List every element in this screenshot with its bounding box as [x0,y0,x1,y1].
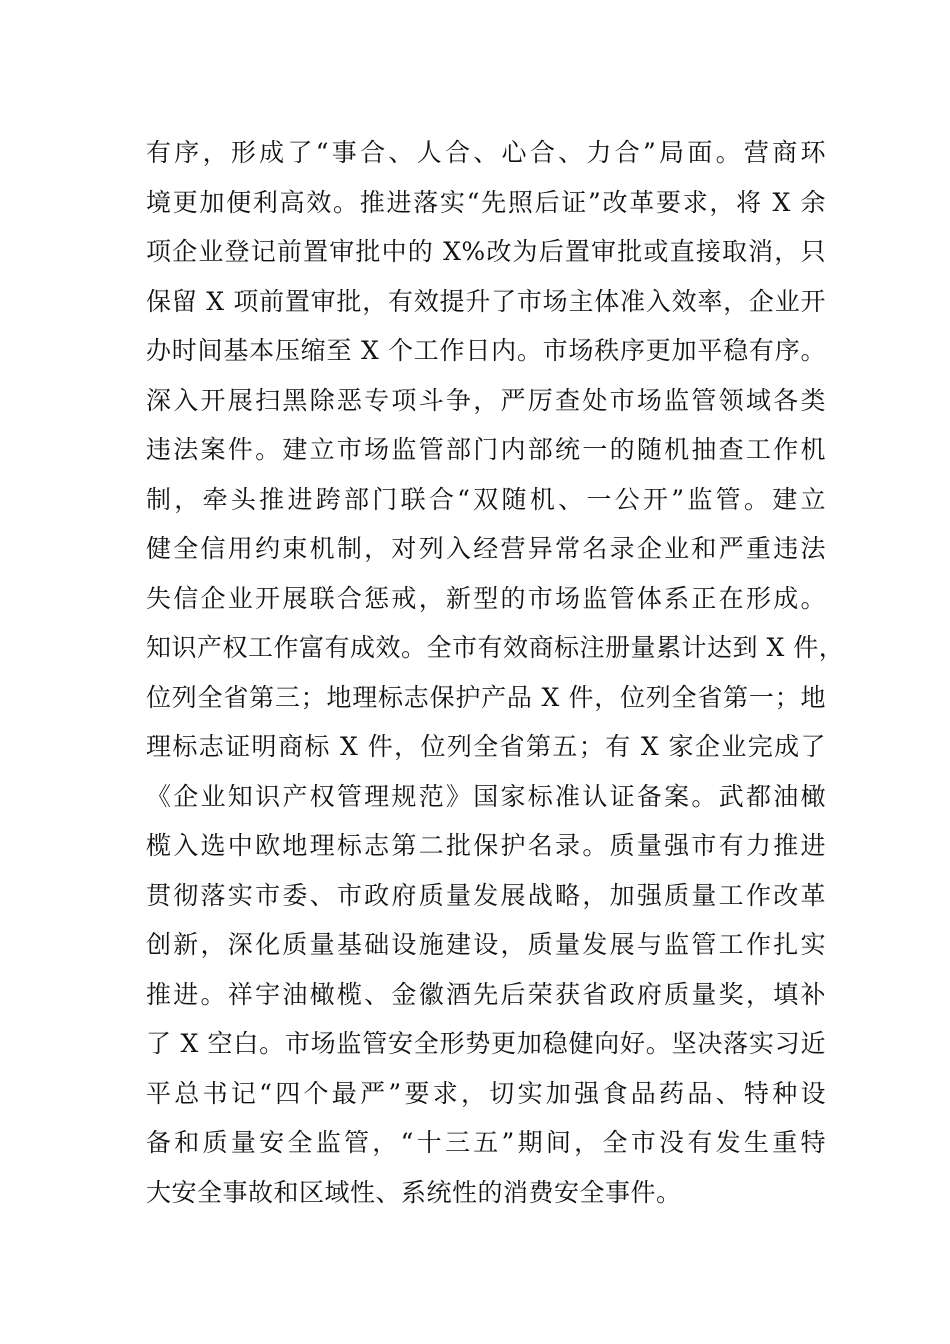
text-line: 失信企业开展联合惩戒，新型的市场监管体系正在形成。 [146,583,826,613]
text-line: 位列全省第三；地理标志保护产品 X 件，位列全省第一；地 [146,682,826,712]
text-line: 违法案件。建立市场监管部门内部统一的随机抽查工作机 [146,435,826,464]
text-line: 办时间基本压缩至 X 个工作日内。市场秩序更加平稳有序。 [146,336,826,365]
text-line: 知识产权工作富有成效。全市有效商标注册量累计达到 X 件， [146,633,845,662]
text-line: 创新，深化质量基础设施建设，质量发展与监管工作扎实 [146,930,826,959]
text-line: 榄入选中欧地理标志第二批保护名录。质量强市有力推进 [146,831,826,860]
text-line: 有序，形成了“事合、人合、心合、力合”局面。营商环 [146,138,826,167]
text-line: 平总书记“四个最严”要求，切实加强食品药品、特种设 [146,1078,826,1108]
text-line: 备和质量安全监管，“十三五”期间，全市没有发生重特 [146,1128,826,1157]
text-line: 保留 X 项前置审批，有效提升了市场主体准入效率，企业开 [146,286,826,316]
text-line: 《企业知识产权管理规范》国家标准认证备案。武都油橄 [146,781,826,811]
body-text [146,128,845,1217]
text-line: 推进。祥宇油橄榄、金徽酒先后荣获省政府质量奖，填补 [146,979,826,1009]
text-line: 制，牵头推进跨部门联合“双随机、一公开”监管。建立 [146,484,826,514]
text-line: 贯彻落实市委、市政府质量发展战略，加强质量工作改革 [146,880,826,910]
text-line: 了 X 空白。市场监管安全形势更加稳健向好。坚决落实习近 [146,1029,826,1058]
text-line: 理标志证明商标 X 件，位列全省第五；有 X 家企业完成了 [146,732,826,761]
text-line: 大安全事故和区域性、系统性的消费安全事件。 [146,1177,682,1207]
text-line: 项企业登记前置审批中的 X%改为后置审批或直接取消，只 [146,237,826,266]
text-line: 境更加便利高效。推进落实“先照后证”改革要求，将 X 余 [146,187,826,217]
text-line: 深入开展扫黑除恶专项斗争，严厉查处市场监管领域各类 [146,385,826,415]
text-line: 健全信用约束机制，对列入经营异常名录企业和严重违法 [146,534,826,563]
